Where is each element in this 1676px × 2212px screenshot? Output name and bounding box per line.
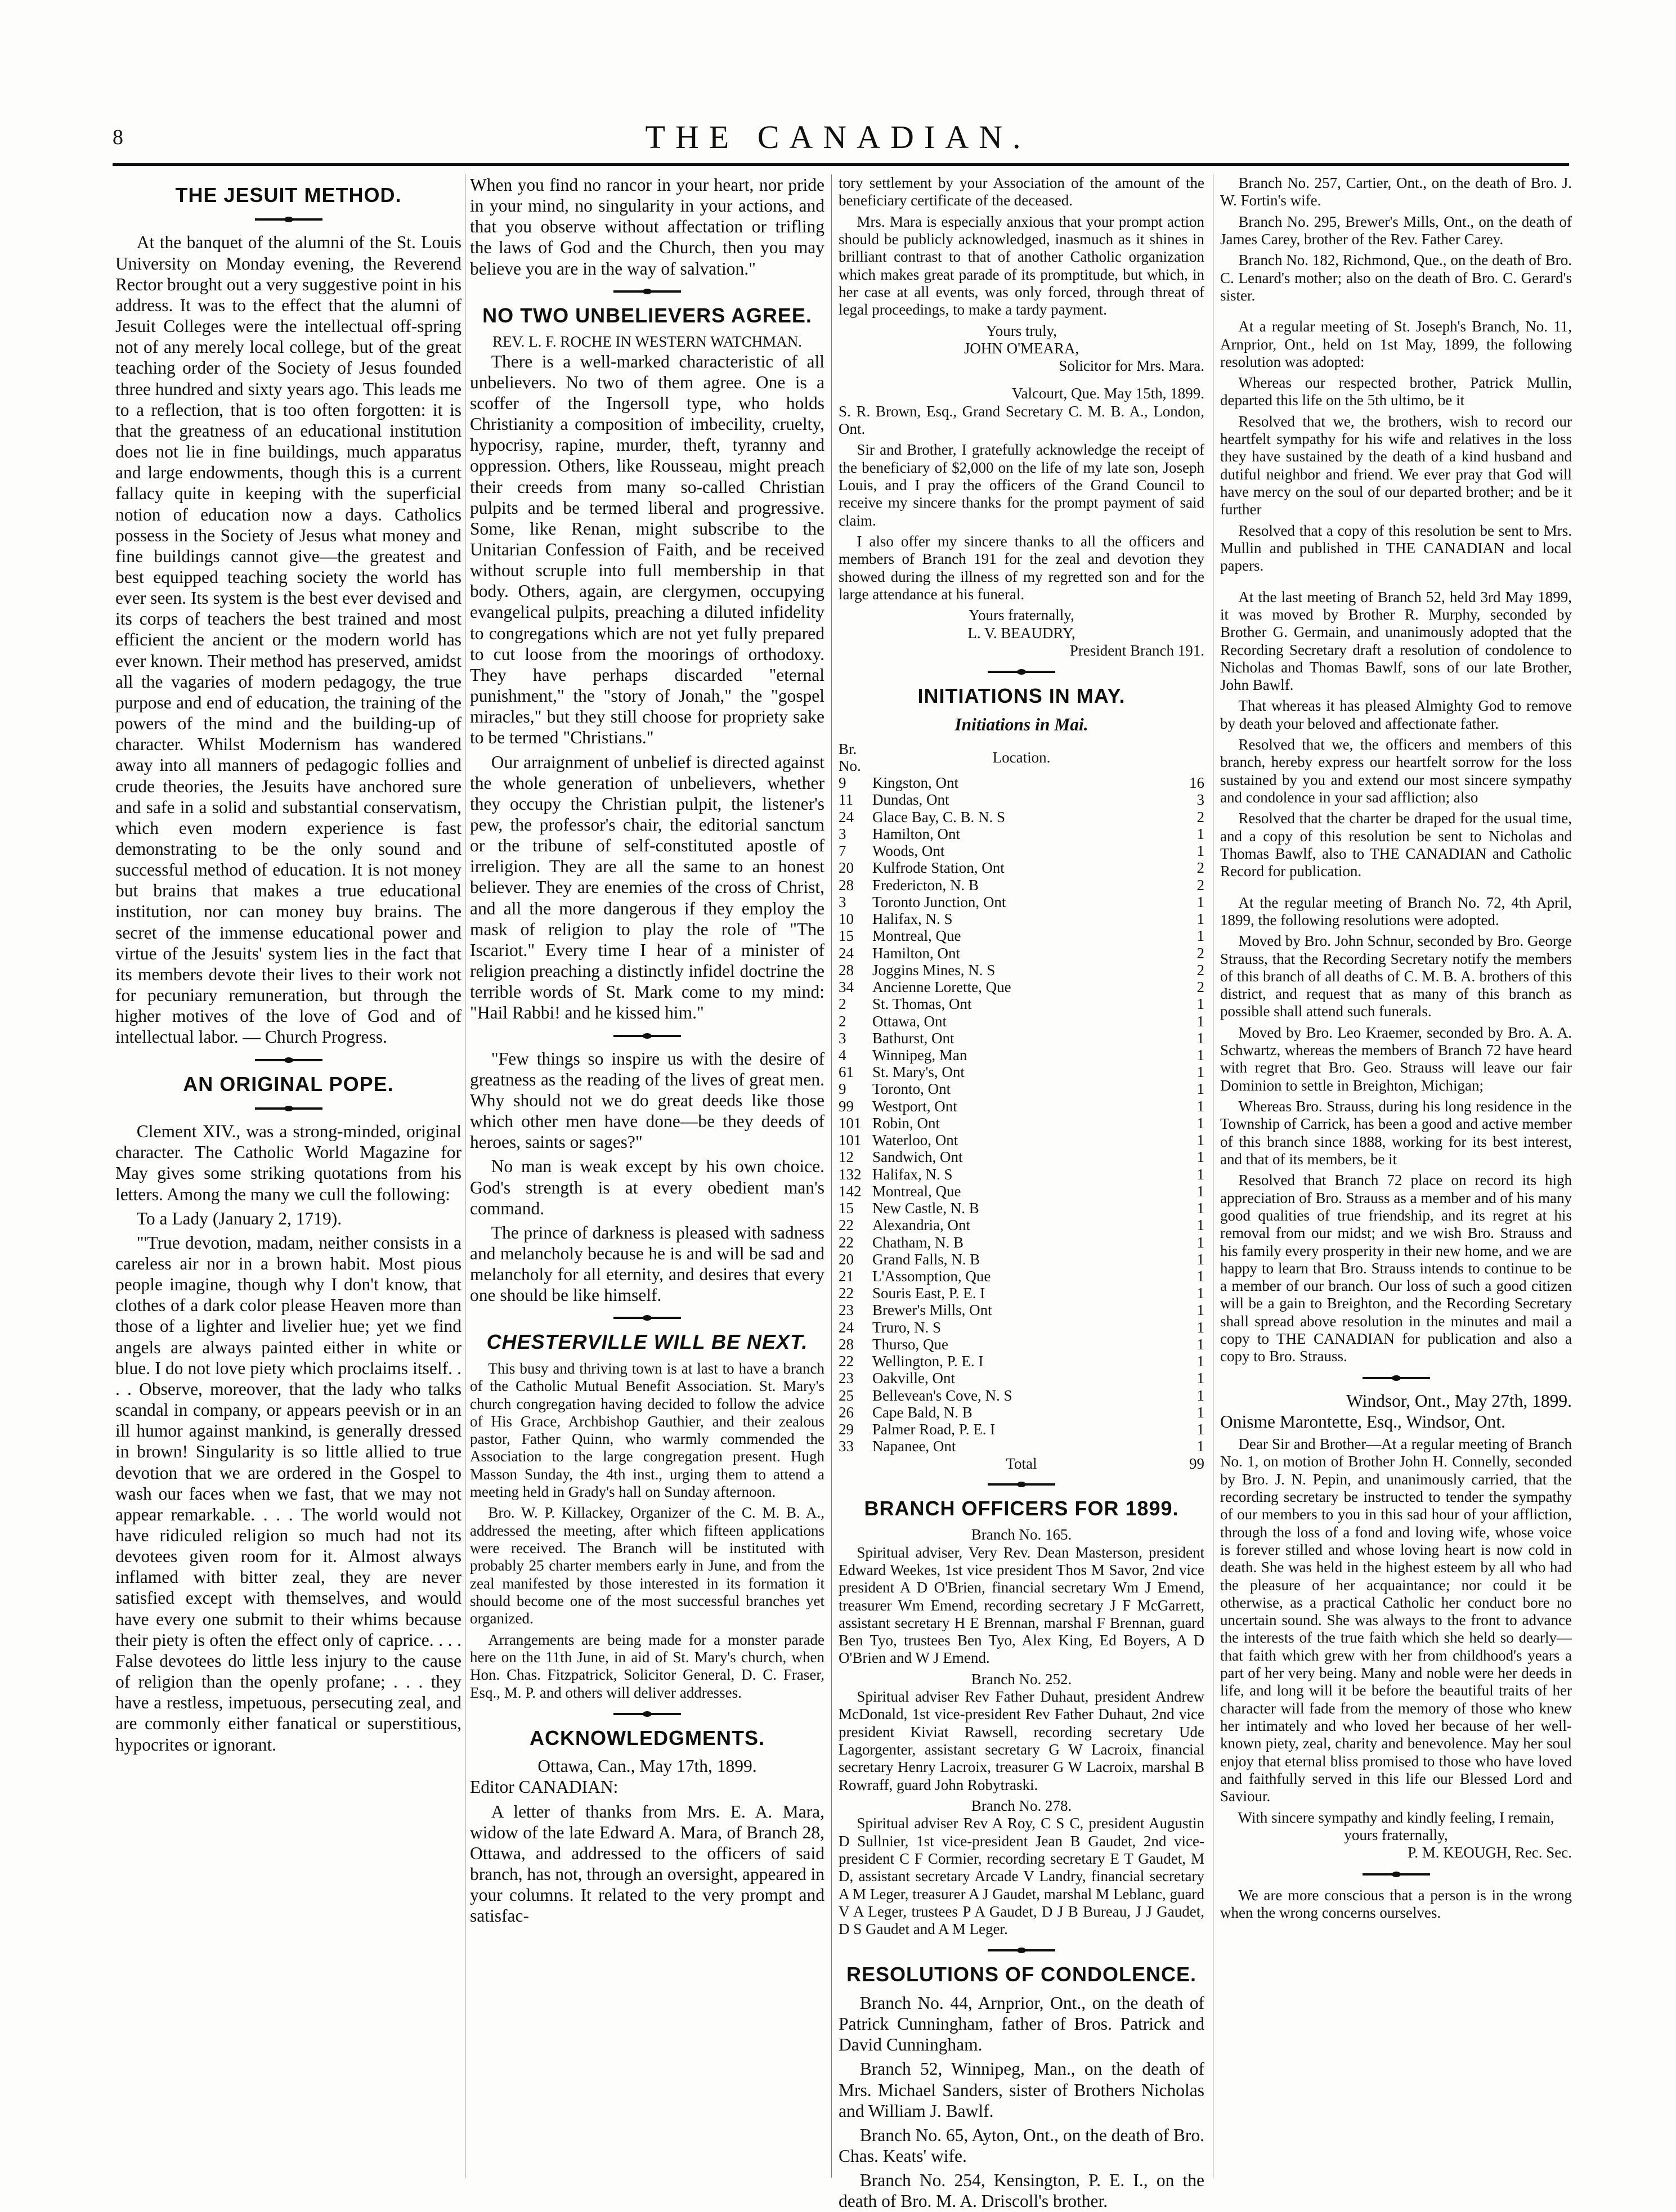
table-cell: 22 [839, 1353, 854, 1370]
table-cell: Hamilton, Ont [872, 944, 960, 962]
table-row [839, 1421, 1204, 1438]
table-row [839, 1166, 1204, 1183]
letter-closing: Yours truly, [985, 322, 1057, 339]
table-row [839, 1183, 1204, 1200]
table-cell: 101 [839, 1114, 862, 1132]
table-cell: 2 [1196, 944, 1204, 962]
letter-closing: Yours fraternally, [969, 607, 1074, 624]
table-cell: Brewer's Mills, Ont [872, 1302, 992, 1319]
letter-recipient: Editor CANADIAN: [470, 1777, 619, 1797]
column-4 [1220, 174, 1572, 2178]
table-cell: 1 [1196, 842, 1204, 860]
separator [255, 218, 322, 221]
article-body-chesterville: Bro. W. P. Killackey, Organizer of the C. M. B. A., addressed the meeting, after which fifteen applications were received. The Branch will be instituted with probably 25 charter members early in June, and from the zeal manifested by those interested in its formation it should become one of the most successful branches yet organized. [470, 1504, 824, 1627]
table-cell: Dundas, Ont [872, 791, 949, 809]
initiations-table [839, 741, 1204, 1472]
article-body-original-pope: "'True devotion, madam, neither consists in a careless air nor in a brown habit. Most pious people imagine, though why I don't know, that clothes of a dark color please Heaven more than those of a lighter and livelier hue; yet we find angels are always painted either in white or blue. I do not love piety which proclaims itself. . . . Observe, moreover, that the lady who talks scandal in company, or appears peevish or in an ill humor against mankind, is generally dressed in brown! Singularity is so little allied to true devotion that we are ordered in the Gospel to wash our faces when we fast, that we may not appear remarkable. . . . The world would not have ridiculed religion so much had not its devotees given room for it. Almost always inflamed with bitter zeal, they are never satisfied except with themselves, and would have every one submit to their whims because their piety is often the effect only of caprice. . . . False devotees do little less injury to the cause of religion than the openly profane; . . . they have a restless, impetuous, persecuting zeal, and are commonly either fanatical or superstitious, hypocrites or ignorant. [115, 1232, 461, 1755]
table-cell: Bellevean's Cove, N. S [872, 1387, 1012, 1404]
table-cell: Kulfrode Station, Ont [872, 859, 1005, 877]
letter-signature: JOHN O'MEARA, [964, 339, 1079, 357]
table-cell: 3 [1196, 791, 1204, 809]
table-cell: 10 [839, 910, 854, 928]
table-cell: 1 [1196, 1318, 1204, 1336]
table-row [839, 1148, 1204, 1165]
table-total-label: Total [1006, 1455, 1037, 1472]
table-row [839, 894, 1204, 910]
article-title-chesterville: CHESTERVILLE WILL BE NEXT. [486, 1330, 808, 1354]
resolution-text: Moved by Bro. John Schnur, seconded by Bro. George Strauss, that the Recording Secretary notify the members of this branch of all deaths of C. M. B. A. brothers of this district, and request that as many of this branch as possible shall attend such funerals. [1220, 932, 1572, 1020]
article-subtitle-initiations: Initiations in Mai. [954, 714, 1088, 734]
table-row [839, 927, 1204, 944]
table-header-cell [1171, 741, 1204, 774]
letter-body: Sir and Brother, I gratefully acknowledge the receipt of the beneficiary of $2,000 on the life of my late son, Joseph Louis, and I pray the officers of the Grand Council to receive my sincere thanks for the prompt payment of said claim. [839, 441, 1204, 529]
article-title-acknowledgments: ACKNOWLEDGMENTS. [530, 1726, 765, 1749]
table-row [839, 774, 1204, 791]
separator [613, 1035, 681, 1037]
table-cell: 1 [1196, 1302, 1204, 1319]
table-cell: 1 [1196, 1097, 1204, 1115]
resolution-text: Whereas our respected brother, Patrick Mullin, departed this life on the 5th ultimo, be it [1220, 374, 1572, 409]
article-title-initiations: INITIATIONS IN MAY. [917, 684, 1126, 708]
letter-closing: With sincere sympathy and kindly feeling, I remain, yours fraternally, [1238, 1809, 1554, 1843]
branch-heading: Branch No. 278. [971, 1797, 1072, 1814]
article-body-chesterville: Arrangements are being made for a monster parade here on the 11th June, in aid of St. Mary's church, when Hon. Chas. Fitzpatrick, Solicitor General, D. C. Fraser, Esq., M. P. and others will deliver addresses. [470, 1631, 824, 1701]
condolence-entry: Branch 52, Winnipeg, Man., on the death of Mrs. Michael Sanders, sister of Brothers Nicholas and William J. Bawlf. [839, 2059, 1204, 2121]
table-cell: 101 [839, 1132, 862, 1149]
table-row [839, 809, 1204, 825]
table-cell: Robin, Ont [872, 1114, 940, 1132]
table-cell: 1 [1196, 1353, 1204, 1370]
table-cell: Joggins Mines, N. S [872, 961, 996, 979]
table-cell: Ottawa, Ont [872, 1012, 947, 1030]
table-cell: 9 [839, 1080, 846, 1098]
table-cell: 9 [839, 774, 846, 792]
table-row [839, 945, 1204, 962]
table-row [839, 1098, 1204, 1115]
table-row [839, 842, 1204, 859]
table-cell: Toronto, Ont [872, 1080, 951, 1098]
separator [255, 1107, 322, 1110]
article-body-jesuit-method: At the banquet of the alumni of the St. Louis University on Monday evening, the Reverend Rector brought out a very suggestive point in his address. It was to the effect that the alumni of Jesuit Colleges were the intellectual off-spring not of any merely local college, but of the great teaching order of the Society of Jesus founded three hundred and sixty years ago. This leads me to a reflection, that is too often forgotten: it is that the greatness of an educational institution does not lie in fine buildings, much apparatus and large endowments, though this is a current fallacy quite in keeping with the superficial notion of education now a days. Catholics possess in the Society of Jesus what money and fine buildings cannot give—the greatest and best equipped teaching society the world has ever seen. Its system is the best ever devised and its corps of teachers the best trained and most efficient the ancient or the modern world has ever known. Their method has preserved, amidst all the vagaries of modern pedagogy, the true purpose and end of education, the training of the powers of the mind and the building-up of character. Whilst Modernism has wandered away into all manners of pedagogic follies and crude theories, the Jesuits have anchored sure and safe in a solid and substantial conservatism, which even modern experience is fast demonstrating to be the only sound and successful method of education. It is not money but brains that makes a true educational institution, nor can money buy brains. The secret of the immense educational power and virtue of the Jesuits' system lies in the fact that its members devote their lives to their work not for pecuniary remuneration, but through the higher motives of the love of God and of intellectual labor. — Church Progress. [115, 232, 461, 1047]
table-cell: Glace Bay, C. B. N. S [872, 808, 1005, 825]
separator [613, 1713, 681, 1715]
letter-salutation: To a Lady (January 2, 1719). [136, 1208, 342, 1228]
condolence-entry: Branch No. 257, Cartier, Ont., on the death of Bro. J. W. Fortin's wife. [1220, 174, 1572, 209]
table-cell: 2 [1196, 961, 1204, 979]
table-cell: Bathurst, Ont [872, 1029, 954, 1047]
letter-dateline: Valcourt, Que. May 15th, 1899. [1012, 385, 1204, 402]
table-cell: 1 [1196, 1182, 1204, 1200]
table-row [839, 1200, 1204, 1217]
masthead-rule [113, 163, 1569, 166]
table-cell: Winnipeg, Man [872, 1046, 967, 1064]
table-cell: 12 [839, 1148, 854, 1166]
table-cell: Westport, Ont [872, 1097, 957, 1115]
resolution-text: Moved by Bro. Leo Kraemer, seconded by Bro. A. A. Schwartz, whereas the members of Branch 72 have heard with regret that Bro. Geo. Strauss will leave our fair Dominion to settle in Breighton, Michigan; [1220, 1024, 1572, 1094]
table-cell: 1 [1196, 1268, 1204, 1285]
letter-signature: P. M. KEOUGH, Rec. Sec. [1408, 1844, 1572, 1861]
table-cell: 1 [1196, 1285, 1204, 1302]
table-row [839, 962, 1204, 979]
table-cell: Thurso, Que [872, 1335, 948, 1353]
table-row [839, 910, 1204, 927]
table-cell: 99 [839, 1097, 854, 1115]
table-cell: 1 [1196, 1064, 1204, 1081]
article-body-unbelievers: There is a well-marked characteristic of all unbelievers. No two of them agree. One is a scoffer of the Ingersoll type, who holds Christianity a composition of imbecility, cruelty, hypocrisy, rapine, murder, theft, tyranny and oppression. Others, like Rousseau, might preach their creeds from many so-called Christian pulpits and be termed liberal and progressive. Some, like Renan, might subscribe to the Unitarian Confession of Faith, and be received without scruple into full membership in that body. Others, again, are clergymen, occupying evangelical pulpits, preaching a diluted infidelity to congregations which are not yet fully prepared to cut loose from the moorings of orthodoxy. They have perhaps discarded "eternal punishment," the "story of Jonah," the "gospel miracles," but they still choose for propriety sake to be termed "Christians." [470, 351, 824, 748]
separator [613, 1317, 681, 1319]
table-cell: 34 [839, 979, 854, 996]
article-title-original-pope: AN ORIGINAL POPE. [183, 1072, 394, 1096]
masthead [0, 0, 1676, 169]
table-cell: 1 [1196, 1012, 1204, 1030]
article-body-unbelievers: Our arraignment of unbelief is directed against the whole generation of unbelievers, whether they occupy the Christian pulpit, the listener's pew, the professor's chair, the editorial sanctum or the tribune of self-constituted apostle of irreligion. They are all the same to an honest believer. They are enemies of the cross of Christ, and all the more dangerous if they employ the mask of religion to play the role of "The Iscariot." Every time I hear of a minister of religion preaching a distinctly infidel doctrine the terrible words of St. Mark come to my mind: "Hail Rabbi! and he kissed him." [470, 752, 824, 1023]
page-number: 8 [113, 125, 123, 149]
table-cell: 15 [839, 1200, 854, 1217]
table-row [839, 995, 1204, 1012]
table-cell: 1 [1196, 1029, 1204, 1047]
table-row [839, 1302, 1204, 1318]
article-title-branch-officers: BRANCH OFFICERS FOR 1899. [864, 1496, 1179, 1520]
resolution-text: Whereas Bro. Strauss, during his long residence in the Township of Carrick, has been a good and active member of this branch since 1888, working for its best interest, and that of its members, be it [1220, 1098, 1572, 1168]
table-row [839, 791, 1204, 808]
article-body-chesterville: This busy and thriving town is at last to have a branch of the Catholic Mutual Benefit Association. St. Mary's church congregation having decided to follow the advice of His Grace, Archbishop Gauthier, and their zealous pastor, Father Quinn, who warmly commended the Association to the large congregation present. Hugh Masson Sunday, the 4th inst., urging them to attend a meeting held in Grady's hall on Sunday afternoon. [470, 1359, 824, 1501]
table-cell: Montreal, Que [872, 1182, 961, 1200]
column-2 [470, 174, 824, 2178]
table-row [839, 1064, 1204, 1080]
table-cell: 2 [1196, 859, 1204, 877]
newspaper-title: THE CANADIAN. [645, 119, 1031, 155]
table-cell: Toronto Junction, Ont [872, 893, 1006, 910]
table-cell: 1 [1196, 893, 1204, 910]
table-cell: 1 [1196, 1370, 1204, 1387]
table-row [839, 1080, 1204, 1097]
table-cell: 1 [1196, 1421, 1204, 1438]
quote-paragraph: "Few things so inspire us with the desire of greatness as the reading of the lives of great men. Why should not we do great deeds like those which other men have done—be they deeds of heroes, saints or sages?" [470, 1048, 824, 1152]
table-row [839, 859, 1204, 876]
table-cell: 1 [1196, 1132, 1204, 1149]
table-cell: 3 [839, 893, 846, 910]
article-byline: REV. L. F. ROCHE IN WESTERN WATCHMAN. [492, 333, 802, 351]
table-cell: 3 [839, 825, 846, 842]
table-cell: 7 [839, 842, 846, 860]
table-cell: 16 [1189, 774, 1204, 792]
table-cell: 28 [839, 1335, 854, 1353]
table-cell: 23 [839, 1370, 854, 1387]
table-cell: 28 [839, 876, 854, 894]
table-row [839, 1285, 1204, 1302]
branch-heading: Branch No. 165. [971, 1526, 1072, 1544]
quote-paragraph: The prince of darkness is pleased with sadness and melancholy because he is and will be sad and melancholy for all eternity, and desires that every one should be like himself. [470, 1222, 824, 1305]
table-cell: 33 [839, 1438, 854, 1455]
table-row [839, 877, 1204, 894]
table-cell: Napanee, Ont [872, 1438, 956, 1455]
table-cell: 4 [839, 1046, 846, 1064]
separator [1363, 1873, 1430, 1876]
table-cell: 1 [1196, 1148, 1204, 1166]
separator [988, 671, 1055, 673]
letter-signature-role: President Branch 191. [1069, 641, 1204, 659]
table-cell: 1 [1196, 1233, 1204, 1251]
table-cell: 1 [1196, 1080, 1204, 1098]
article-body-original-pope-cont: When you find no rancor in your heart, nor pride in your mind, no singularity in your actions, and that you observe without affectation or trifling the laws of God and the Church, then you may believe you are in the way of salvation." [470, 175, 824, 279]
table-header-cell: Location. [992, 748, 1051, 766]
table-cell: 1 [1196, 1250, 1204, 1268]
table-cell: Oakville, Ont [872, 1370, 955, 1387]
table-row [839, 1336, 1204, 1353]
table-cell: 1 [1196, 1335, 1204, 1353]
table-cell: 1 [1196, 1217, 1204, 1234]
table-cell: L'Assomption, Que [872, 1268, 991, 1285]
resolution-text: Resolved that a copy of this resolution be sent to Mrs. Mullin and published in THE CANADIAN and local papers. [1220, 522, 1572, 575]
table-cell: 28 [839, 961, 854, 979]
article-body-acknowledgments: A letter of thanks from Mrs. E. A. Mara, widow of the late Edward A. Mara, of Branch 28, Ottawa, and addressed to the officers of said branch, has not, through an oversight, appeared in your columns. It related to the very prompt and satisfac- [470, 1801, 824, 1926]
table-cell: 22 [839, 1217, 854, 1234]
table-cell: Wellington, P. E. I [872, 1353, 984, 1370]
separator [613, 290, 681, 293]
table-cell: Truro, N. S [872, 1318, 942, 1336]
table-cell: 2 [1196, 876, 1204, 894]
table-cell: 2 [839, 1012, 846, 1030]
resolution-text: Resolved that we, the officers and members of this branch, hereby express our heartfelt sorrow for the loss sustained by you and extend our most sincere sympathy and condolence in your sad affliction; also [1220, 736, 1572, 806]
article-title-jesuit-method: THE JESUIT METHOD. [175, 183, 402, 207]
branch-heading: Branch No. 252. [971, 1670, 1072, 1688]
table-row [839, 1353, 1204, 1370]
resolution-text: At the regular meeting of Branch No. 72, 4th April, 1899, the following resolutions were adopted. [1220, 894, 1572, 928]
letter-recipient: S. R. Brown, Esq., Grand Secretary C. M. B. A., London, Ont. [839, 402, 1204, 438]
table-row [839, 979, 1204, 995]
table-cell: Kingston, Ont [872, 774, 959, 792]
table-row [839, 1404, 1204, 1421]
table-row [839, 825, 1204, 842]
table-row [839, 1234, 1204, 1251]
table-cell: 1 [1196, 927, 1204, 945]
letter-signature: L. V. BEAUDRY, [967, 624, 1075, 641]
article-title-unbelievers: NO TWO UNBELIEVERS AGREE. [482, 303, 812, 327]
table-cell: Montreal, Que [872, 927, 961, 945]
table-cell: 22 [839, 1233, 854, 1251]
resolution-text: At a regular meeting of St. Joseph's Branch, No. 11, Arnprior, Ont., held on 1st May, 1899, the following resolution was adopted: [1220, 318, 1572, 370]
table-cell: St. Mary's, Ont [872, 1064, 965, 1081]
table-row [839, 1438, 1204, 1455]
table-cell: 1 [1196, 910, 1204, 928]
article-body-acknowledgments: Mrs. Mara is especially anxious that your prompt action should be publicly acknowledged, inasmuch as it shines in brilliant contrast to that of another Catholic organization which makes great parade of its promptitude, but which, in her case at all events, was only forced, through threat of legal proceedings, to make a tardy payment. [839, 213, 1204, 318]
resolution-text: That whereas it has pleased Almighty God to remove by death your beloved and affectionate father. [1220, 697, 1572, 732]
table-cell: Ancienne Lorette, Que [872, 979, 1011, 996]
table-cell: Souris East, P. E. I [872, 1285, 985, 1302]
table-cell: 2 [1196, 979, 1204, 996]
table-cell: 1 [1196, 1438, 1204, 1455]
table-cell: 1 [1196, 1046, 1204, 1064]
separator [255, 1059, 322, 1061]
table-cell: 21 [839, 1268, 854, 1285]
table-row [839, 1115, 1204, 1132]
table-cell: 1 [1196, 1114, 1204, 1132]
letter-dateline: Ottawa, Can., May 17th, 1899. [537, 1756, 757, 1776]
table-cell: 1 [1196, 1165, 1204, 1183]
table-row [839, 1132, 1204, 1148]
branch-officers-list: Spiritual adviser Rev Father Duhaut, president Andrew McDonald, 1st vice-president Rev Father Duhaut, 2nd vice president Kiviat Rawsell, recording secretary Ude Lagorgenter, assistant secretary G W Lacroix, financial secretary Henry Lacroix, treasurer G W Lacroix, marshal B Rowraff, guard John Robytraski. [839, 1688, 1204, 1793]
letter-dateline: Windsor, Ont., May 27th, 1899. [1346, 1390, 1572, 1411]
table-cell: Sandwich, Ont [872, 1148, 963, 1166]
table-cell: Alexandria, Ont [872, 1217, 970, 1234]
letter-signature-role: Solicitor for Mrs. Mara. [1059, 357, 1204, 375]
condolence-entry: Branch No. 254, Kensington, P. E. I., on the death of Bro. M. A. Driscoll's brother. [839, 2170, 1204, 2211]
table-row [839, 1013, 1204, 1030]
table-row [839, 1370, 1204, 1387]
article-title-condolence: RESOLUTIONS OF CONDOLENCE. [846, 1963, 1197, 1986]
table-cell: 1 [1196, 1387, 1204, 1404]
table-cell: 132 [839, 1165, 862, 1183]
resolution-text: Resolved that Branch 72 place on record its high appreciation of Bro. Strauss as a member and of his many good qualities of true friendship, and its regret at his removal from our midst; and we wish Bro. Strauss and his family every prosperity in their new home, and we are happy to learn that Bro. Strauss intends to continue to be a member of our branch. Our loss of such a good citizen will be a gain to Breighton, and the Recording Secretary shall spread above resolution in the minutes and mail a copy to THE CANADIAN for publication and also a copy to Bro. Strauss. [1220, 1172, 1572, 1365]
table-row [839, 1268, 1204, 1285]
table-cell: Waterloo, Ont [872, 1132, 958, 1149]
table-cell: 24 [839, 944, 854, 962]
condolence-entry: Branch No. 182, Richmond, Que., on the death of Bro. C. Lenard's mother; also on the death of Bro. C. Gerard's sister. [1220, 252, 1572, 304]
article-intro-original-pope: Clement XIV., was a strong-minded, original character. The Catholic World Magazine for May gives some striking quotations from his letters. Among the many we cull the following: [115, 1121, 461, 1204]
branch-officers-list: Spiritual adviser Rev A Roy, C S C, president Augustin D Sullnier, 1st vice-president Jean B Gaudet, 2nd vice-president C F Cormier, recording secretary E T Gaudet, M D, assistant secretary Arcade V Landry, financial secretary A M Leger, treasurer A J Gaudet, marshal M Leblanc, guard V A Leger, trustees P A Gaudet, D J B Bureau, J J Gaudet, D S Gaudet and A M Leger. [839, 1815, 1204, 1938]
table-cell: Hamilton, Ont [872, 825, 960, 842]
condolence-entry: Branch No. 44, Arnprior, Ont., on the death of Patrick Cunningham, father of Bros. Patrick and David Cunningham. [839, 1993, 1204, 2055]
table-cell: Fredericton, N. B [872, 876, 979, 894]
resolution-text: Resolved that we, the brothers, wish to record our heartfelt sympathy for his wife and relatives in the loss they have sustained by the death of a kind husband and dutiful neighbor and friend. We ever pray that God will have mercy on the soul of our departed brother; and be it further [1220, 412, 1572, 518]
table-cell: Grand Falls, N. B [872, 1250, 980, 1268]
resolution-text: At the last meeting of Branch 52, held 3rd May 1899, it was moved by Brother R. Murphy, seconded by Brother G. Germain, and unanimously adopted that the Recording Secretary draft a resolution of condolence to Nicholas and Thomas Bawlf, sons of our late Brother, John Bawlf. [1220, 588, 1572, 694]
table-cell: 1 [1196, 1200, 1204, 1217]
table-cell: 24 [839, 808, 854, 825]
table-cell: Halifax, N. S [872, 1165, 953, 1183]
table-cell: 61 [839, 1064, 854, 1081]
table-cell: Woods, Ont [872, 842, 945, 860]
quote-paragraph: No man is weak except by his own choice. God's strength is at every obedient man's command. [470, 1156, 824, 1218]
closing-maxim: We are more conscious that a person is in the wrong when the wrong concerns ourselves. [1220, 1886, 1572, 1921]
table-total-value: 99 [1189, 1455, 1204, 1472]
table-cell: 1 [1196, 1403, 1204, 1421]
table-total-row [839, 1455, 1204, 1472]
table-cell: 29 [839, 1421, 854, 1438]
table-cell: 22 [839, 1285, 854, 1302]
resolution-text: Resolved that the charter be draped for the usual time, and a copy of this resolution be sent to Nicholas and Thomas Bawlf, also to THE CANADIAN and Catholic Record for publication. [1220, 810, 1572, 880]
letter-body: Dear Sir and Brother—At a regular meeting of Branch No. 1, on motion of Brother John H. Connelly, seconded by Bro. J. N. Pepin, and unanimously carried, that the recording secretary be instructed to tender the sympathy of our members to you in this sad hour of your affliction, through the loss of a fond and loving wife, whose voice is forever stilled and whose loving heart is now cold in death. She was held in the highest esteem by all who had the pleasure of her acquaintance; nor could it be otherwise, as a practical Catholic her conduct bore no uncertain sound. She was always to the front to advance the interests of the true faith which she held so dearly—that faith which grew with her from childhood's years a part of her very being. Many and noble were her deeds in life, and long will it be before the beautiful traits of her character will fade from the memory of those who knew her intimately and who loved her because of her well-known piety, zeal, charity and benevolence. May her soul enjoy that eternal bliss promised to those who have loved and faithfully served in this life our Blessed Lord and Saviour. [1220, 1435, 1572, 1805]
table-row [839, 1387, 1204, 1404]
table-cell: 25 [839, 1387, 854, 1404]
table-cell: 26 [839, 1403, 854, 1421]
separator [988, 1483, 1055, 1486]
condolence-entry: Branch No. 65, Ayton, Ont., on the death of Bro. Chas. Keats' wife. [839, 2125, 1204, 2166]
letter-recipient: Onisme Marontette, Esq., Windsor, Ont. [1220, 1411, 1505, 1432]
table-cell: Halifax, N. S [872, 910, 953, 928]
column-divider [831, 174, 832, 2178]
table-header-cell: Br. No. [839, 740, 861, 774]
table-cell: 1 [1196, 825, 1204, 842]
table-row [839, 1030, 1204, 1047]
table-cell: 24 [839, 1318, 854, 1336]
table-cell: 1 [1196, 995, 1204, 1013]
table-row [839, 1251, 1204, 1268]
table-cell: Palmer Road, P. E. I [872, 1421, 996, 1438]
table-row [839, 1217, 1204, 1233]
table-cell: 2 [1196, 808, 1204, 825]
table-cell: St. Thomas, Ont [872, 995, 972, 1013]
table-cell: 20 [839, 859, 854, 877]
table-header-row [839, 741, 1204, 774]
article-body-acknowledgments-cont: tory settlement by your Association of the amount of the beneficiary certificate of the deceased. [839, 174, 1204, 209]
separator [988, 1949, 1055, 1951]
table-cell: 2 [839, 995, 846, 1013]
table-cell: 20 [839, 1250, 854, 1268]
separator [1363, 1377, 1430, 1379]
column-3 [839, 174, 1204, 2211]
table-row [839, 1047, 1204, 1064]
condolence-entry: Branch No. 295, Brewer's Mills, Ont., on the death of James Carey, brother of the Rev. Father Carey. [1220, 213, 1572, 248]
table-cell: 23 [839, 1302, 854, 1319]
column-1 [115, 174, 461, 2178]
table-cell: New Castle, N. B [872, 1200, 979, 1217]
table-row [839, 1319, 1204, 1336]
table-cell: Cape Bald, N. B [872, 1403, 973, 1421]
table-cell: Chatham, N. B [872, 1233, 964, 1251]
table-cell: 142 [839, 1182, 862, 1200]
letter-body: I also offer my sincere thanks to all the officers and members of Branch 191 for the zeal and devotion they showed during the illness of my regretted son and for the large attendance at his funeral. [839, 532, 1204, 603]
table-cell: 15 [839, 927, 854, 945]
branch-officers-list: Spiritual adviser, Very Rev. Dean Masterson, president Edward Weekes, 1st vice president Thos M Savor, 2nd vice president A D O'Brien, financial secretary Wm J Emend, treasurer Wm Emend, recording secretary J F McGarrett, assistant secretary H E Brennan, marshal F Brennan, guard Ben Tyo, trustees Ben Tyo, Alex King, Ed Boyers, A D O'Brien and W J Emend. [839, 1544, 1204, 1667]
table-cell: 11 [839, 791, 853, 809]
table-cell: 3 [839, 1029, 846, 1047]
